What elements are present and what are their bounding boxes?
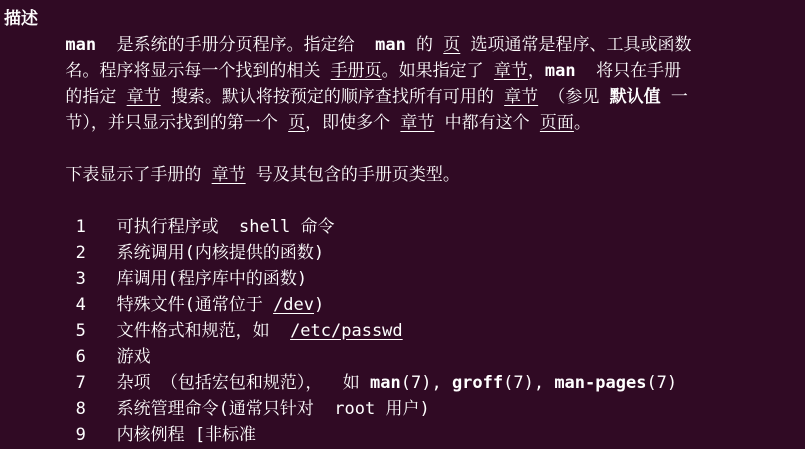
text-segment: 将只在手册 <box>575 61 682 81</box>
blank-line <box>4 188 805 214</box>
bold-text: man <box>375 35 406 55</box>
text-segment: ，即使多个 <box>305 113 401 133</box>
underlined-text: 章节 <box>504 87 539 107</box>
section-list-item <box>4 422 805 448</box>
man-page-text <box>4 6 805 448</box>
text-segment: 中都有这个 <box>434 113 540 133</box>
text-segment: 6 游戏 <box>4 347 151 367</box>
paragraph-line <box>4 84 805 110</box>
text-segment: 的 <box>405 35 444 55</box>
blank-line <box>4 136 805 162</box>
section-list-item <box>4 344 805 370</box>
text-segment: (7) <box>646 373 678 393</box>
text-segment: 下表显示了手册的 <box>4 165 212 185</box>
underlined-text: 手册页 <box>330 61 382 81</box>
paragraph-line <box>4 58 805 84</box>
text-segment: 号及其包含的手册页类型。 <box>245 165 460 185</box>
text-segment: 是系统的手册分页程序。指定给 <box>96 35 376 55</box>
underlined-text: 页 <box>288 113 306 133</box>
section-list-item <box>4 370 805 396</box>
text-segment: 的指定 <box>4 87 127 107</box>
paragraph-line <box>4 110 805 136</box>
section-list-item <box>4 266 805 292</box>
text-segment: 。 <box>573 113 591 133</box>
text-segment: 4 特殊文件(通常位于 <box>4 295 274 315</box>
text-segment: (7), <box>503 373 555 393</box>
text-segment: ， <box>527 61 545 81</box>
text-segment: 7 杂项 （包括宏包和规范）， 如 <box>4 373 371 393</box>
section-list-item <box>4 396 805 422</box>
section-heading <box>4 6 805 32</box>
underlined-text: 页 <box>443 35 461 55</box>
text-segment: 一 <box>660 87 688 107</box>
bold-text: groff <box>451 373 504 393</box>
section-list-item <box>4 214 805 240</box>
bold-text: man <box>370 373 401 393</box>
underlined-text: /dev <box>273 295 315 315</box>
text-segment: 5 文件格式和规范，如 <box>4 321 291 341</box>
underlined-text: 页面 <box>539 113 574 133</box>
text-segment: (7), <box>400 373 452 393</box>
bold-text: 默认值 <box>609 87 661 107</box>
text-segment: 8 系统管理命令(通常只针对 root 用户) <box>4 399 430 419</box>
text-segment: （参见 <box>538 87 610 107</box>
underlined-text: 章节 <box>400 113 435 133</box>
underlined-text: 章节 <box>493 61 528 81</box>
paragraph-line <box>4 162 805 188</box>
section-list-item <box>4 292 805 318</box>
text-segment: 9 内核例程 [非标准 <box>4 425 257 445</box>
paragraph-line <box>4 32 805 58</box>
bold-text: man <box>65 35 97 55</box>
section-list-item <box>4 318 805 344</box>
underlined-text: /etc/passwd <box>290 321 403 341</box>
text-segment: 节），并只显示找到的第一个 <box>4 113 289 133</box>
text-segment: 3 库调用(程序库中的函数) <box>4 269 308 289</box>
text-segment: 2 系统调用(内核提供的函数) <box>4 243 325 263</box>
bold-text: man <box>544 61 576 81</box>
text-segment: 名。程序将显示每一个找到的相关 <box>4 61 331 81</box>
bold-text: 描述 <box>4 9 38 29</box>
section-list-item <box>4 240 805 266</box>
underlined-text: 章节 <box>211 165 246 185</box>
text-segment: 。如果指定了 <box>381 61 494 81</box>
underlined-text: 章节 <box>126 87 161 107</box>
text-segment: 1 可执行程序或 shell 命令 <box>4 217 335 237</box>
text-segment: 选项通常是程序、工具或函数 <box>460 35 692 55</box>
bold-text: man-pages <box>554 373 647 393</box>
text-segment <box>4 35 65 55</box>
text-segment: ) <box>314 295 325 315</box>
text-segment: 搜索。默认将按预定的顺序查找所有可用的 <box>160 87 505 107</box>
